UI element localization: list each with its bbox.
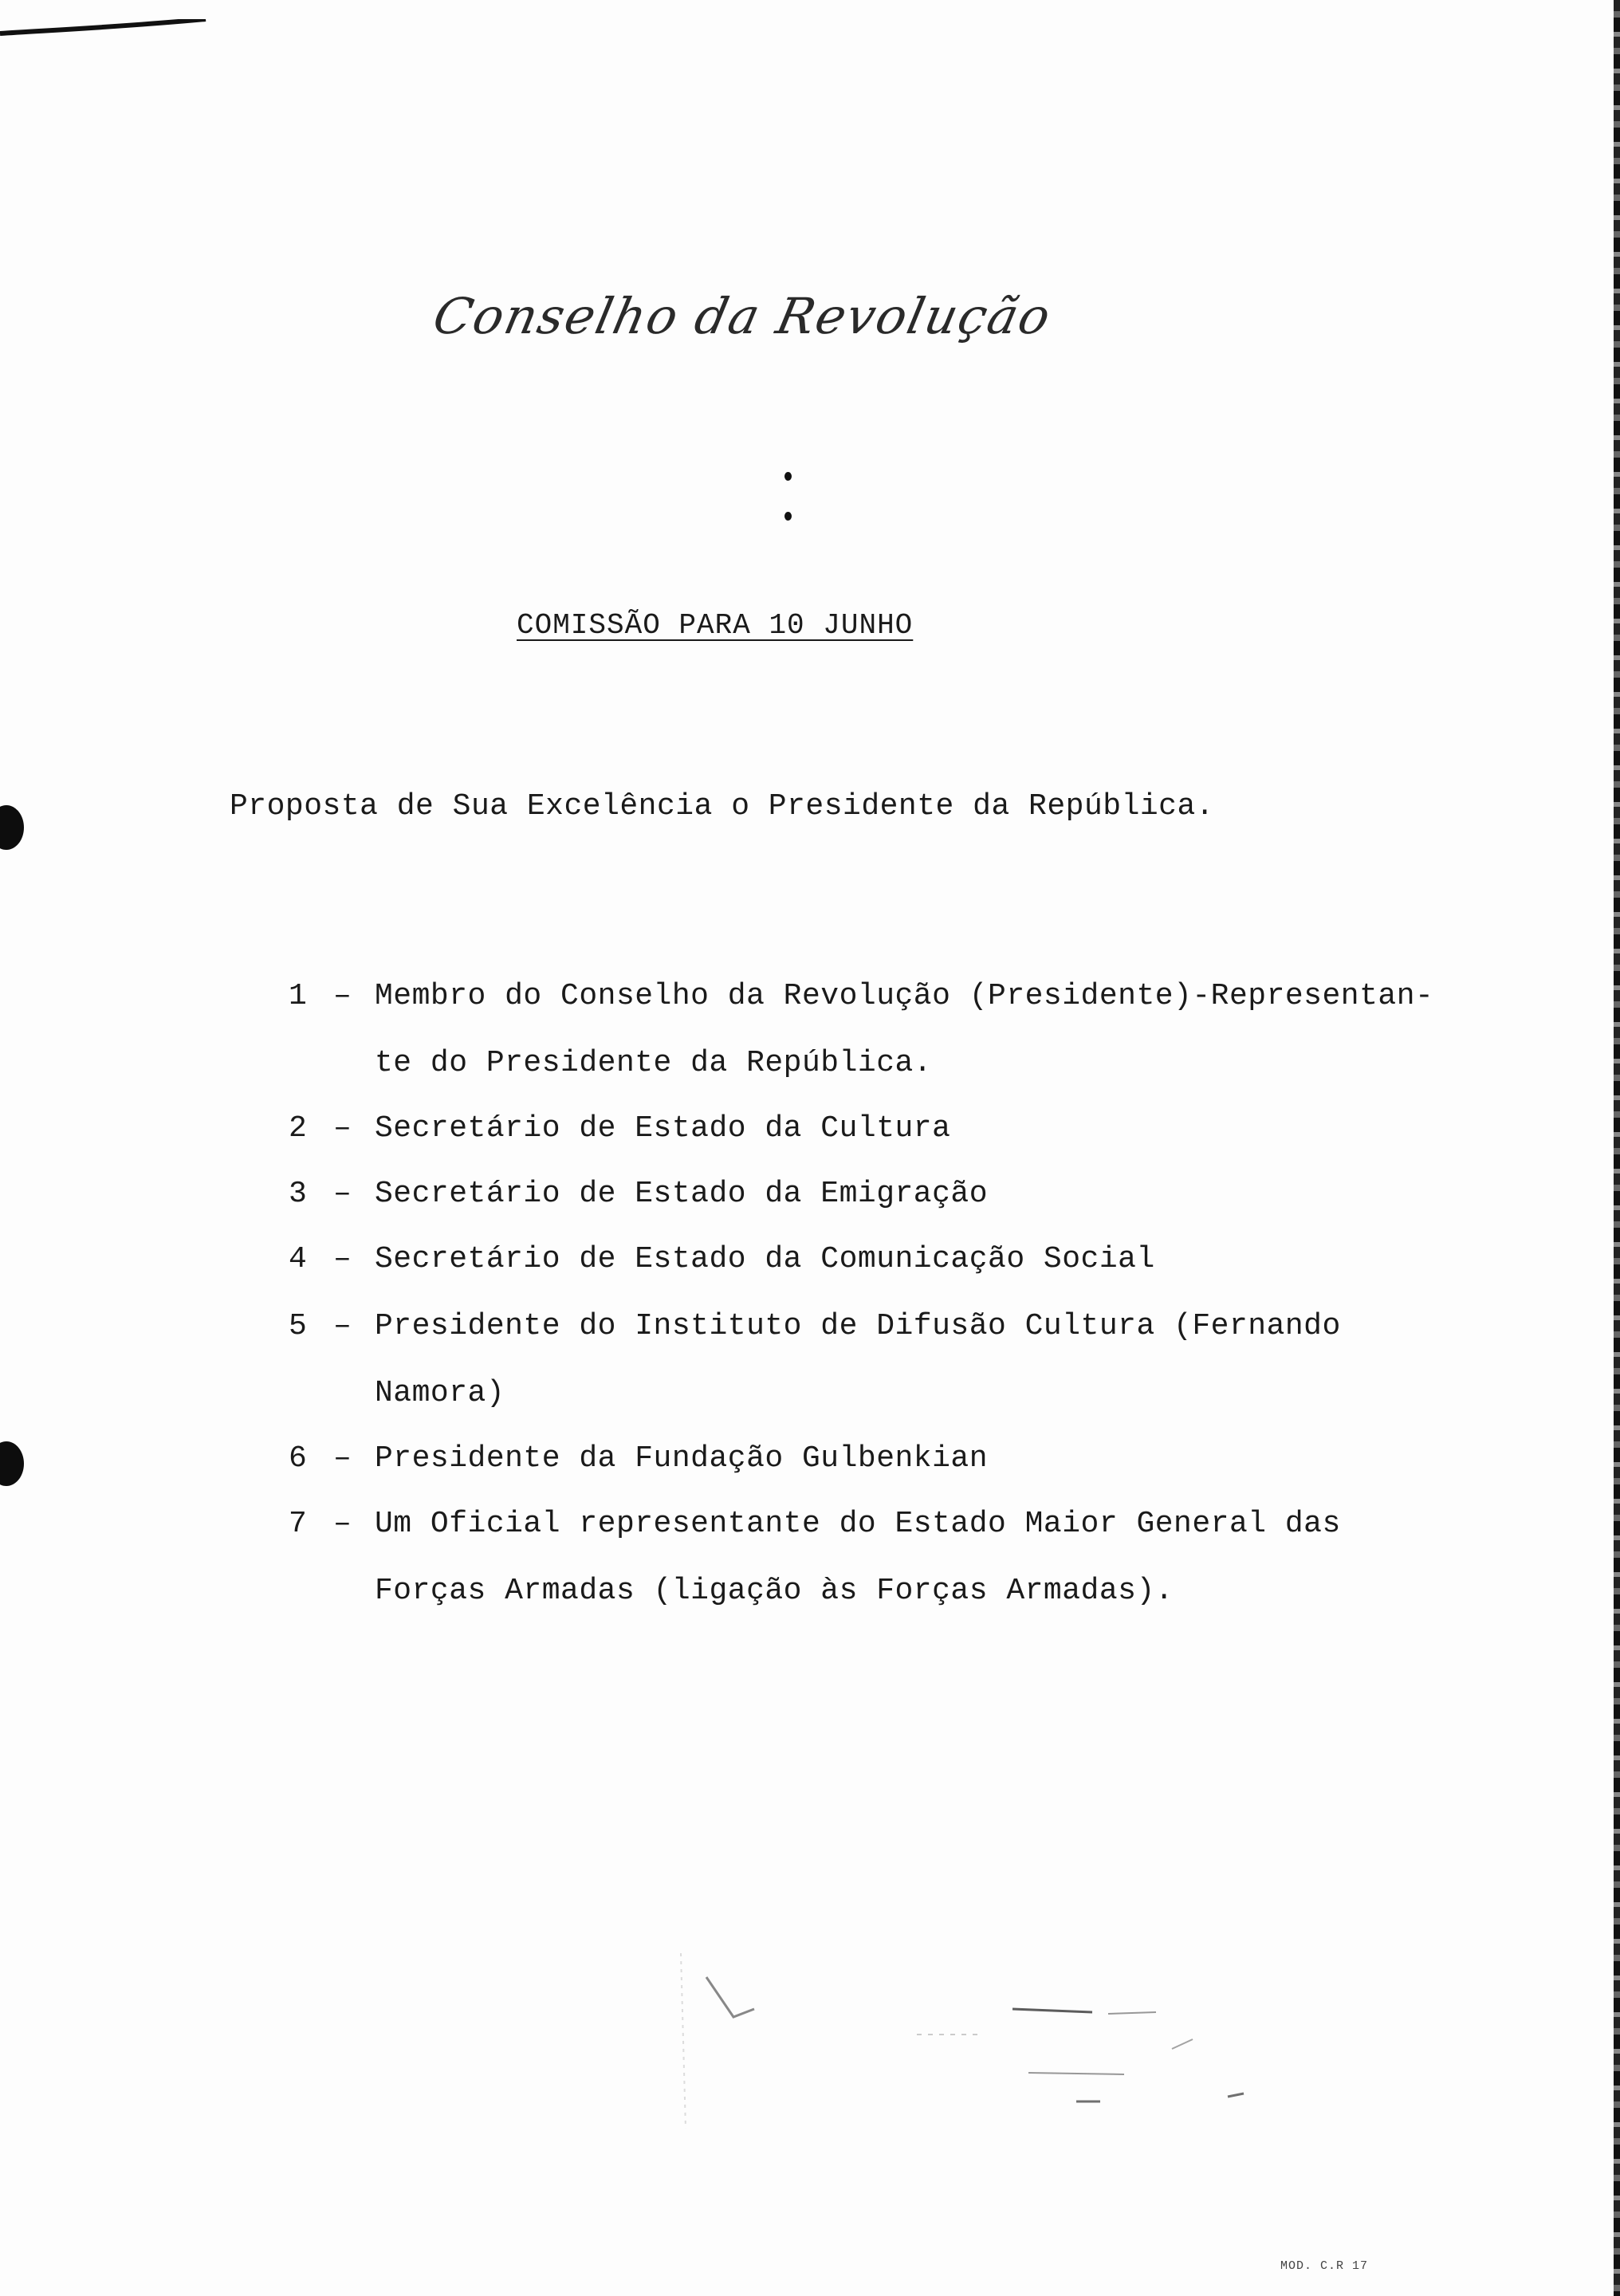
list-item-number: 3 bbox=[289, 1177, 307, 1211]
letterhead-text: Conselho da Revolução bbox=[427, 287, 1057, 345]
list-item-text: Membro do Conselho da Revolução (Presidente)-Representan- bbox=[375, 979, 1434, 1013]
list-item-number: 7 bbox=[289, 1507, 307, 1541]
list-item-text: Secretário de Estado da Comunicação Social bbox=[375, 1242, 1155, 1276]
document-title: COMISSÃO PARA 10 JUNHO bbox=[517, 609, 914, 642]
list-item-number: 1 bbox=[289, 979, 307, 1013]
letterhead bbox=[0, 287, 1620, 345]
list-item-text: Secretário de Estado da Cultura bbox=[375, 1111, 951, 1146]
list-item-number: 5 bbox=[289, 1309, 307, 1343]
list-item-dash: – bbox=[333, 1111, 352, 1146]
list-item-dash: – bbox=[333, 979, 352, 1013]
list-item-dash: – bbox=[333, 1242, 352, 1276]
list-item-text: Forças Armadas (ligação às Forças Armadas). bbox=[375, 1574, 1174, 1608]
form-code: MOD. C.R 17 bbox=[1280, 2259, 1369, 2273]
list-item-number: 6 bbox=[289, 1441, 307, 1476]
list-item-dash: – bbox=[333, 1177, 352, 1211]
list-item-text: Namora) bbox=[375, 1376, 505, 1410]
list-item-text: Presidente do Instituto de Difusão Cultura (Fernando bbox=[375, 1309, 1341, 1343]
intro-paragraph: Proposta de Sua Excelência o Presidente da República. bbox=[230, 789, 1215, 824]
scan-scratch-mark bbox=[0, 19, 207, 37]
list-item-text: te do Presidente da República. bbox=[375, 1046, 933, 1080]
list-item-dash: – bbox=[333, 1441, 352, 1476]
list-item-dash: – bbox=[333, 1507, 352, 1541]
faded-signature-marks bbox=[678, 1945, 1268, 2137]
list-item-dash: – bbox=[333, 1309, 352, 1343]
colon-mark bbox=[784, 472, 794, 523]
list-item-text: Um Oficial representante do Estado Maior General das bbox=[375, 1507, 1341, 1541]
punch-hole bbox=[0, 805, 24, 850]
list-item-text: Presidente da Fundação Gulbenkian bbox=[375, 1441, 989, 1476]
list-item-number: 2 bbox=[289, 1111, 307, 1146]
list-item-number: 4 bbox=[289, 1242, 307, 1276]
list-item-text: Secretário de Estado da Emigração bbox=[375, 1177, 989, 1211]
punch-hole bbox=[0, 1441, 24, 1486]
